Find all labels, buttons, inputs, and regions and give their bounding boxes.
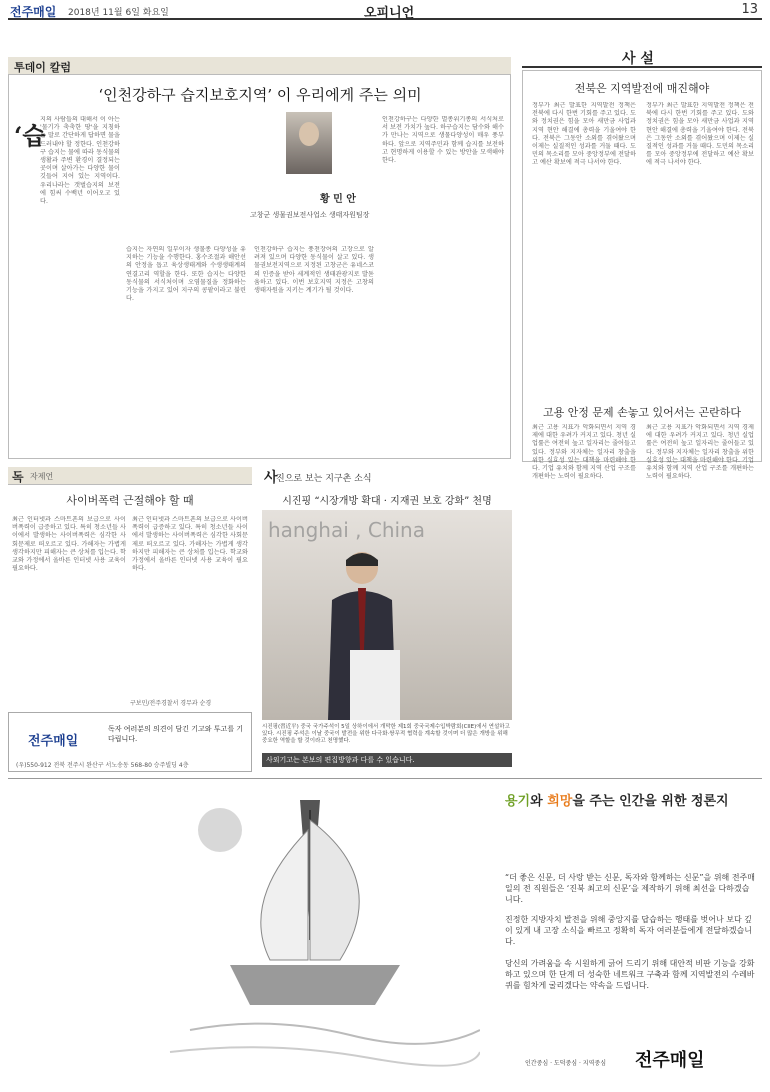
reader-body-b: 최근 인터넷과 스마트폰의 보급으로 사이버폭력이 급증하고 있다. 특히 청소년들 사이에서 발생하는 사이버폭력은 심각한 사회문제로 떠오르고 있다. 가해자는 가볍게 생각하지만 피해자는 큰 상처를 입는다. 학교와 가정에서 올바른 인터넷 사용 교육이 필요하다. [132, 516, 248, 573]
ad-headline-rest: 을 주는 인간을 위한 정론지 [572, 794, 729, 809]
editorial-body-2a: 최근 고용 지표가 악화되면서 지역 경제에 대한 우려가 커지고 있다. 청년 실업률은 여전히 높고 일자리는 줄어들고 있다. 정부와 지자체는 일자리 창출을 위한 실효성 있는 대책을 마련해야 한다. 기업 유치와 함께 지역 산업 구조를 개편하는 노력이 필요하다. [532, 424, 636, 481]
ad-paragraph-3: 당신의 가려움을 속 시원하게 긁어 드리기 위해 대안적 비판 기능을 강화하고 있으며 한 단계 더 성숙한 네트워크 구축과 함께 지역발전의 수레바퀴를 힘차게 굴리겠다는 약속을 드립니다. [505, 959, 755, 990]
today-column-tag-label: 투데이 칼럼 [14, 61, 71, 74]
disclaimer-text: 사외기고는 본보의 편집방향과 다를 수 있습니다. [266, 756, 415, 764]
info-logo: 전주매일 [28, 734, 79, 749]
photo-news-bg-text: hanghai , China [268, 518, 425, 542]
editorial-header-label: 사 설 [622, 51, 654, 67]
reader-tag-big: 독 [12, 470, 24, 484]
info-message: 독자 여러분의 의견이 담긴 기고와 투고를 기다립니다. [108, 725, 244, 743]
paper-name: 전주매일 [10, 5, 57, 19]
ad-headline-green: 용기 [505, 794, 531, 809]
reader-credit: 구보민/전주경찰서 경무과 순경 [130, 700, 212, 707]
photo-news-header-big: 사 [264, 470, 278, 486]
ad-footer-logo: 전주매일 [635, 1050, 705, 1071]
today-column-title: ‘인천강하구 습지보호지역’ 이 우리에게 주는 의미 [98, 86, 422, 104]
info-address: (우)550-912 전북 전주시 완산구 서노송동 568-80 승주빌딩 4층 [16, 762, 189, 769]
author-affiliation: 고창군 생물권보전사업소 생태자원팀장 [250, 211, 370, 219]
ship-pen-illustration [150, 790, 480, 1086]
photo-news-header-small: 진으로 보는 지구촌 소식 [276, 474, 372, 484]
ad-paragraph-2: 진정한 지방자치 발전을 위해 중앙지를 답습하는 행태를 벗어나 보다 깊이 있게 내 고장 소식을 빠르고 정확히 독자 여러분들에게 전달하겠습니다. [505, 915, 752, 946]
ad-footer-slogan: 인간중심 · 도덕중심 · 지역중심 [525, 1060, 606, 1067]
editorial-title-2: 고용 안정 문제 손놓고 있어서는 곤란하다 [542, 406, 742, 419]
editorial-body-1a: 정부가 최근 발표한 지역발전 정책은 전북에 다시 한번 기회를 주고 있다. 도와 정치권은 힘을 모아 새만금 사업과 지역 현안 해결에 총력을 기울여야 한다. 전북은 그동안 소외를 겪어왔으며 이제는 실질적인 성과를 거둘 때다. 도민의 목소리를 모아 중앙정부에 전달하고 예산 확보에 적극 나서야 한다. [532, 102, 636, 167]
today-col-1: 지의 사람들의 대해서 이 아는 '물기가 축축한 땅'을 지칭하는 말로 간단하게 답하면 물을 드러내야 할 정한다. 인천강하구 습지는 물에 따라 동식물의 생활과 주변 환경이 결정되는 곳이며 살아가는 다양한 물이 깃들어 지어 있는 지역이다. 우리나라는 갯벌습지의 보전에 힘써 수백년 이어오고 있다. [40, 116, 120, 206]
issue-date: 2018년 11월 6일 화요일 [68, 8, 169, 18]
editorial-title-1: 전북은 지역발전에 매진해야 [574, 82, 710, 95]
author-photo [286, 112, 332, 174]
photo-news-title: 시진핑 “시장개방 확대 · 지재권 보호 강화” 천명 [282, 496, 492, 507]
today-col-3: 인천강하구 습지는 풍천장어의 고장으로 알려져 있으며 다양한 동식물이 살고 있다. 생물권보전지역으로 지정된 고창군은 유네스코의 인증을 받아 세계적인 생태관광지로 발돋움하고 있다. 이번 보호지역 지정은 고창의 생태자원을 지키는 계기가 될 것이다. [254, 246, 374, 295]
photo-news-header [262, 467, 512, 485]
editorial-header [522, 46, 762, 68]
reader-body-a: 최근 인터넷과 스마트폰의 보급으로 사이버폭력이 급증하고 있다. 특히 청소년들 사이에서 발생하는 사이버폭력은 심각한 사회문제로 떠오르고 있다. 가해자는 가볍게 생각하지만 피해자는 큰 상처를 입는다. 학교와 가정에서 올바른 인터넷 사용 교육이 필요하다. [12, 516, 126, 573]
reader-title: 사이버폭력 근절해야 할 때 [66, 494, 194, 507]
reader-tag [8, 467, 252, 485]
editorial-body-2b: 최근 고용 지표가 악화되면서 지역 경제에 대한 우려가 커지고 있다. 청년 실업률은 여전히 높고 일자리는 줄어들고 있다. 정부와 지자체는 일자리 창출을 위한 실효성 있는 대책을 마련해야 한다. 기업 유치와 함께 지역 산업 구조를 개편하는 노력이 필요하다. [646, 424, 754, 481]
disclaimer-bar [262, 753, 512, 767]
photo-news-image [262, 510, 512, 720]
speaker-figure [322, 540, 402, 720]
today-column-tag [8, 57, 511, 75]
editorial-body-1b: 정부가 최근 발표한 지역발전 정책은 전북에 다시 한번 기회를 주고 있다. 도와 정치권은 힘을 모아 새만금 사업과 지역 현안 해결에 총력을 기울여야 한다. 전북은 그동안 소외를 겪어왔으며 이제는 실질적인 성과를 거둘 때다. 도민의 목소리를 모아 중앙정부에 전달하고 예산 확보에 적극 나서야 한다. [646, 102, 754, 167]
reader-tag-sub: 자제언 [30, 472, 54, 481]
page-number: 13 [741, 2, 758, 17]
dropcap: ‘습 [14, 121, 46, 150]
masthead [8, 0, 762, 20]
today-col-2: 습지는 자연의 일부이자 생물종 다양성을 유지하는 기능을 수행한다. 홍수조절과 해안선의 안정을 돕고 육상생태계와 수생생태계의 연결고리 역할을 한다. 또한 습지는 다양한 동식물의 서식처이며 오염물질을 정화하는 기능을 가지고 있어 지구의 콩팥이라고 불린다. [126, 246, 246, 303]
section-title: 오피니언 [364, 6, 415, 21]
ad-headline-mid: 와 [530, 794, 548, 809]
photo-news-caption: 시진핑(習近平) 중국 국가주석이 5일 상하이에서 개막한 제1회 중국국제수입박람회(CIIE)에서 연설하고 있다. 시진핑 주석은 이날 중국이 발전을 위한 다극화·쌍무적 협력을 계속할 것이며 더 많은 개방을 위해 중요한 역할을 할 것이라고 천명했다. [262, 724, 510, 744]
today-col-4: 인천강하구는 다양한 멸종위기종의 서식처로서 보전 가치가 높다. 하구습지는 담수와 해수가 만나는 지역으로 생물다양성이 매우 풍부하다. 앞으로 지역주민과 함께 습지를 보전하고 현명하게 이용할 수 있는 방안을 모색해야 한다. [382, 116, 504, 165]
ad-headline [505, 790, 729, 809]
author-name: 황 민 안 [320, 194, 356, 205]
ad-headline-orange: 희망 [547, 794, 573, 809]
ad-paragraph-1: “더 좋은 신문, 더 사랑 받는 신문, 독자와 함께하는 신문”을 위해 전주매일의 전 직원들은 ‘진북 최고의 신문’을 제작하기 위해 최선을 다하겠습니다. [505, 873, 756, 904]
